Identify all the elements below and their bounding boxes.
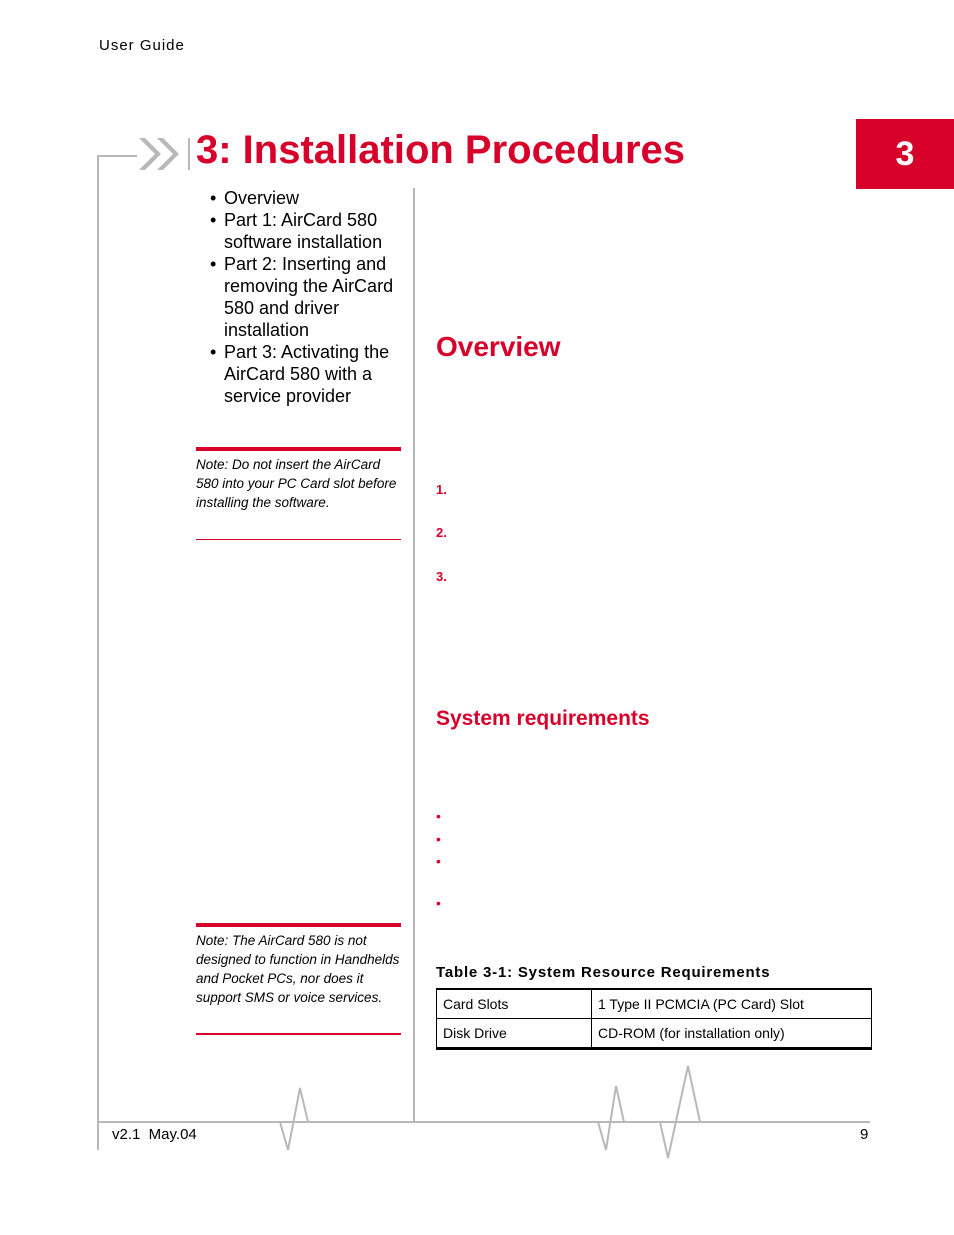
footer-version: v2.1 May.04 — [112, 1126, 197, 1143]
table-cell: CD-ROM (for installation only) — [592, 1019, 872, 1049]
note-rule-bottom — [196, 539, 401, 540]
pulse-line-icon — [590, 1062, 720, 1162]
page-number: 9 — [860, 1126, 869, 1143]
chapter-contents-list — [196, 187, 411, 407]
step-number: 2. — [436, 525, 447, 540]
table-cell: Disk Drive — [437, 1019, 592, 1049]
pulse-line-icon — [270, 1080, 330, 1155]
system-requirements-table — [436, 988, 872, 1050]
table-row — [437, 1019, 872, 1049]
bullet-icon: • — [436, 808, 441, 824]
bullet-icon: • — [436, 831, 441, 847]
overview-heading: Overview — [436, 331, 561, 362]
table-caption: Table 3-1: System Resource Requirements — [436, 964, 771, 981]
note-rule-top — [196, 447, 401, 451]
toc-item: • Overview — [196, 187, 411, 209]
column-divider — [413, 188, 415, 1122]
note-install-first: Note: Do not insert the AirCard 580 into your PC Card slot before installing the software. — [196, 457, 397, 510]
step-number: 1. — [436, 482, 447, 497]
bullet-icon: • — [436, 895, 441, 911]
system-requirements-heading: System requirements — [436, 707, 650, 730]
note-rule-top — [196, 923, 401, 927]
chapter-arrows-icon — [97, 130, 193, 178]
left-frame-line — [97, 155, 99, 1150]
chapter-tab — [856, 119, 954, 189]
note-rule-bottom — [196, 1033, 401, 1035]
toc-item: • Part 3: Activating the AirCard 580 with a service provider — [196, 341, 411, 407]
table-cell: Card Slots — [437, 989, 592, 1019]
chapter-title: 3: Installation Procedures — [196, 128, 686, 172]
bullet-icon: • — [436, 853, 441, 869]
table-row — [437, 989, 872, 1019]
step-number: 3. — [436, 569, 447, 584]
table-cell: 1 Type II PCMCIA (PC Card) Slot — [592, 989, 872, 1019]
running-header: User Guide — [99, 37, 185, 54]
chapter-tab-number: 3 — [895, 134, 915, 173]
footer-rule — [97, 1121, 870, 1123]
toc-item: • Part 1: AirCard 580 software installation — [196, 209, 411, 253]
toc-item: • Part 2: Inserting and removing the AirCard 580 and driver installation — [196, 253, 411, 341]
note-not-supported: Note: The AirCard 580 is not designed to function in Handhelds and Pocket PCs, nor does it support SMS or voice services. — [196, 933, 400, 1005]
